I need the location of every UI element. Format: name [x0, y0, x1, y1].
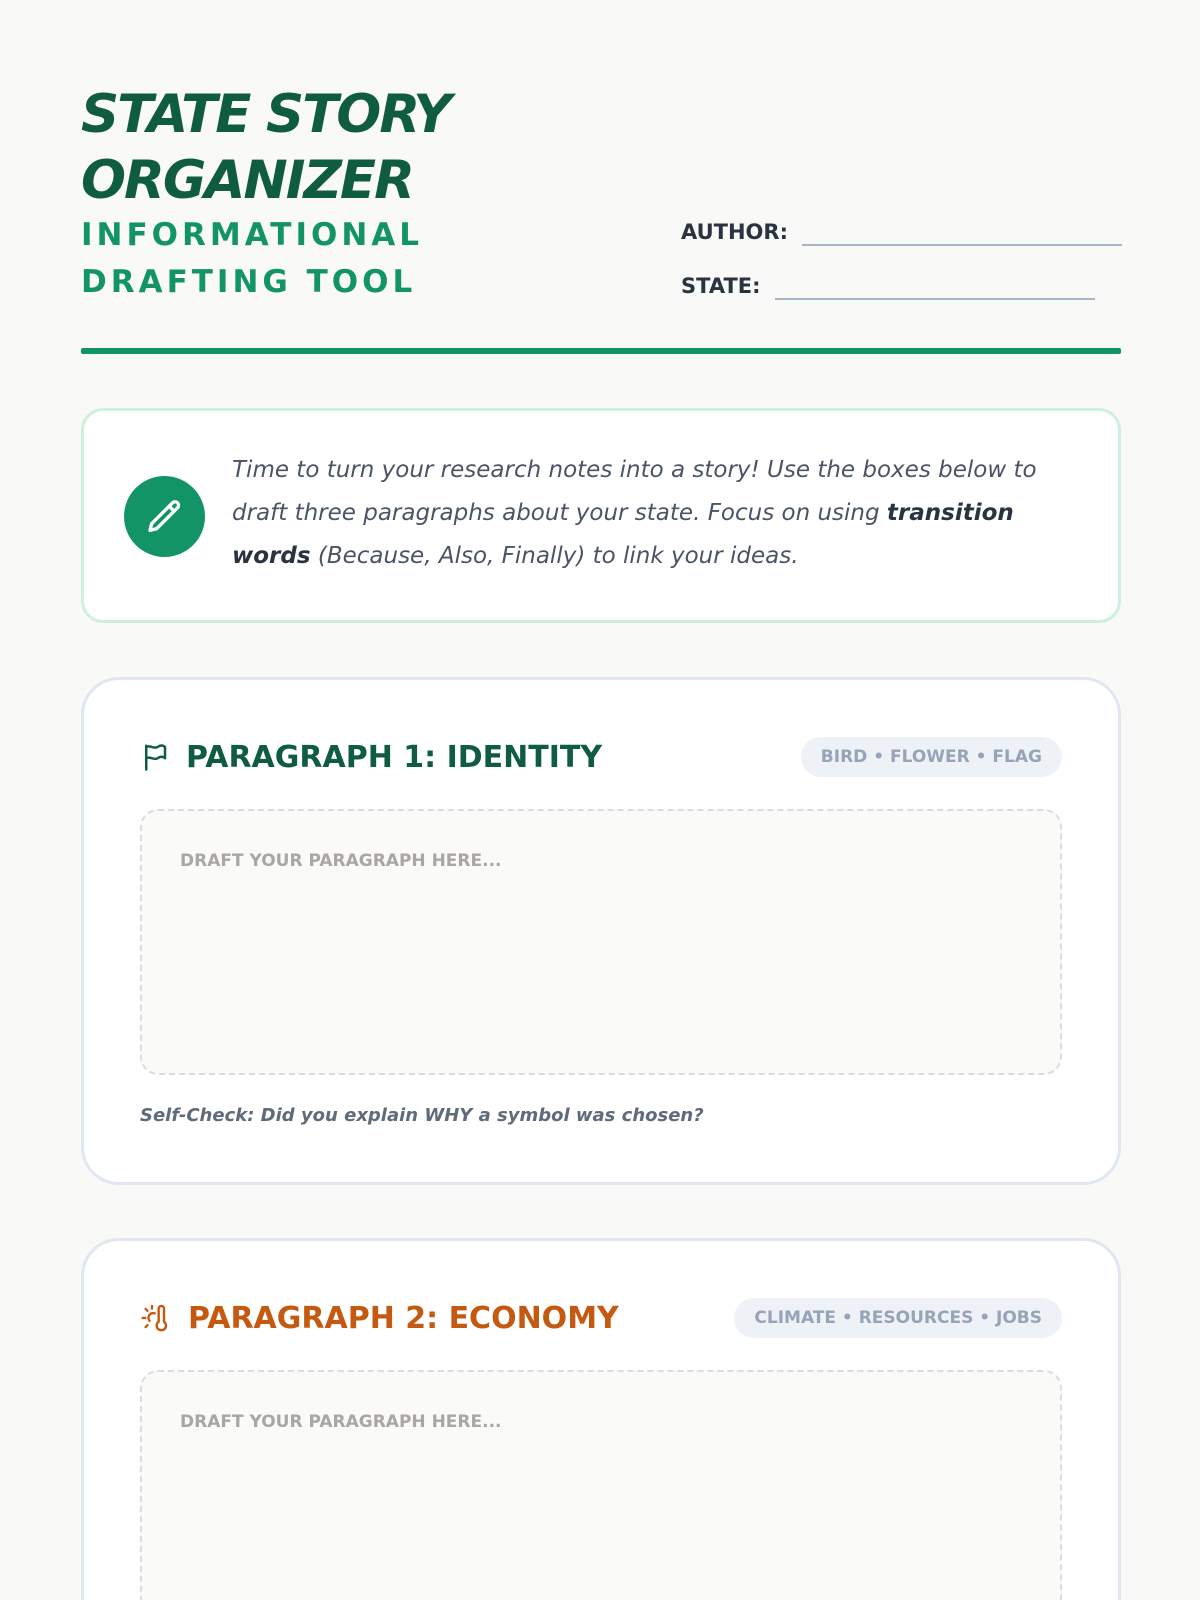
- topic-tag: BIRD • FLOWER • FLAG: [801, 737, 1062, 777]
- paragraph-card-economy: [81, 1238, 1121, 1600]
- state-label: STATE:: [681, 274, 761, 298]
- header-divider: [81, 348, 1121, 354]
- self-check-prompt: Self-Check: Did you explain WHY a symbol was chosen?: [140, 1105, 704, 1126]
- paragraph-title: PARAGRAPH 1: IDENTITY: [186, 739, 603, 775]
- flag-icon: [140, 741, 170, 773]
- page-subtitle: INFORMATIONAL DRAFTING TOOL: [81, 217, 424, 300]
- draft-box: [140, 1370, 1062, 1600]
- paragraph-card-identity: [81, 677, 1121, 1185]
- instructions-callout: [81, 408, 1121, 623]
- author-field[interactable]: [802, 218, 1122, 246]
- page-title: STATE STORY ORGANIZER: [81, 84, 450, 211]
- paragraph-title: PARAGRAPH 2: ECONOMY: [188, 1300, 619, 1336]
- state-field[interactable]: [775, 272, 1095, 300]
- author-label: AUTHOR:: [681, 220, 788, 244]
- paragraph-card-header: [140, 736, 1062, 778]
- paragraph-draft-input[interactable]: [180, 851, 1022, 1033]
- pencil-icon: [124, 476, 205, 557]
- instructions-text: Time to turn your research notes into a story! Use the boxes below to draft three paragraphs about your state. Focus on using transition words (Because, Also, Finally) to link your ideas.: [232, 457, 1037, 569]
- instructions-emphasis: transition words: [232, 500, 1014, 569]
- sun-thermometer-icon: [140, 1302, 172, 1334]
- paragraph-draft-input[interactable]: [180, 1412, 1022, 1594]
- author-row: [681, 218, 1122, 246]
- page-header: [81, 82, 1121, 354]
- paragraph-card-header: [140, 1297, 1062, 1339]
- state-row: [681, 272, 1095, 300]
- topic-tag: CLIMATE • RESOURCES • JOBS: [734, 1298, 1062, 1338]
- draft-box: [140, 809, 1062, 1075]
